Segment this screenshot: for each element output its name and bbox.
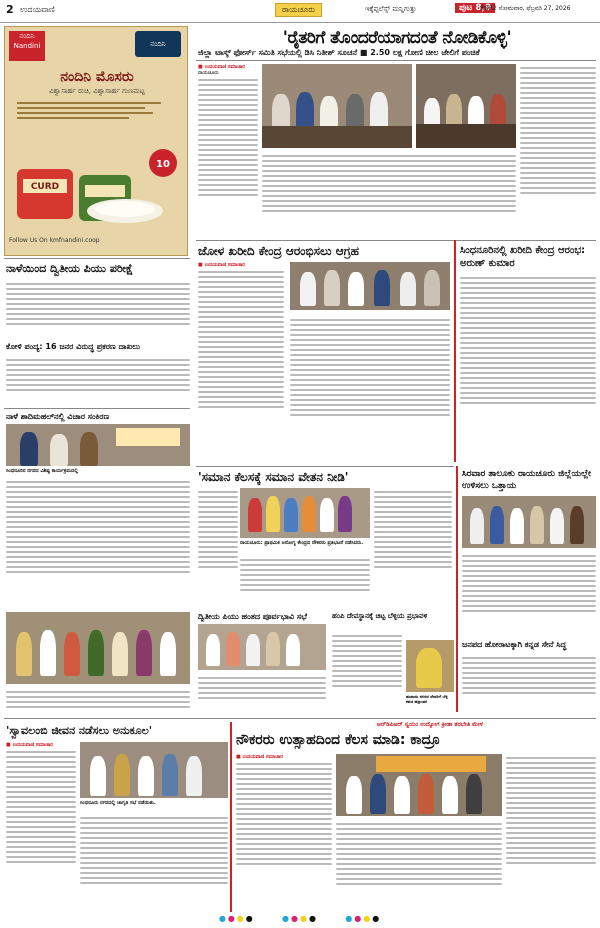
siravar-photo (462, 496, 596, 548)
seminar-photo (6, 424, 190, 466)
divider (4, 258, 190, 259)
kannada-sene-headline: ಜನಪದ ಹೋರಾಟಕ್ಕಾಗಿ ಕನ್ನಡ ಸೇನೆ ಸಿದ್ಧ (462, 640, 567, 649)
jowar-headline: ಜೋಳ ಖರೀದಿ ಕೇಂದ್ರ ಆರಂಭಿಸಲು ಆಗ್ರಹ (198, 244, 359, 258)
awareness-photo (6, 612, 190, 684)
print-registration-marks: ●●●● ●●●● ●●●● (218, 914, 382, 923)
nandini-advertisement[interactable] (4, 26, 188, 256)
divider (196, 240, 596, 241)
dateline: ರಾಯಚೂರು (198, 70, 219, 77)
paper-name: ಉದಯವಾಣಿ (20, 5, 55, 14)
siravar-body (462, 552, 596, 636)
sindhanur-headline: ಸಿಂಧನೂರಿನಲ್ಲಿ ಖರೀದಿ ಕೇಂದ್ರ ಆರಂಭ: ಅರುಣ್ ಕುಮಾರ (460, 245, 586, 269)
byline: ■ ಉದಯವಾಣಿ ಸಮಾಚಾರ (236, 754, 283, 760)
pu-meeting-body (198, 674, 326, 714)
cockfight-subhead: ಕೋಳಿ ಪಂದ್ಯ: 16 ಜನರ ವಿರುದ್ಧ ಪ್ರಕರಣ ದಾಖಲು (6, 342, 141, 351)
main-story-photo (262, 64, 412, 148)
jowar-column-1 (198, 262, 284, 462)
divider (196, 60, 596, 61)
equal-pay-column-3 (374, 488, 452, 606)
employees-headline: ನೌಕರರು ಉತ್ಸಾಹದಿಂದ ಕೆಲಸ ಮಾಡಿ: ಕಾದ್ರೂ (236, 732, 441, 748)
main-story-column-1 (198, 64, 258, 236)
employees-column-3 (506, 754, 596, 912)
pu-exam-body (6, 280, 190, 340)
equal-pay-body (240, 556, 370, 606)
size-badge: 10 (156, 159, 170, 170)
ad-title: ನಂದಿನಿ ಮೊಸರು (60, 69, 134, 85)
cup-label: CURD (30, 182, 60, 192)
byline: ■ ಉದಯವಾಣಿ ಸಮಾಚಾರ (198, 64, 245, 70)
byline: ■ ಉದಯವಾಣಿ ಸಮಾಚಾರ (198, 262, 245, 268)
jowar-photo (290, 262, 450, 310)
header-tagline: ಇಕ್ಕೆಪ್ಪಲೆಸ್ಸ್ ಮನ್ನಿಗುತ್ತು (365, 5, 417, 13)
nandini-cow-logo: ನಂದಿನಿ (135, 31, 181, 57)
divider (4, 718, 596, 719)
meeting-photo (416, 64, 516, 148)
ad-bullet-lines (17, 99, 177, 122)
column-rule (454, 240, 457, 462)
self-reliant-photo (80, 742, 228, 798)
seminar-body (6, 478, 190, 608)
self-reliant-caption: ಸಿಂಧನೂರು ನಗರದಲ್ಲಿ ಜಾಗೃತಿ ಸಭೆ ನಡೆಯಿತು. (80, 800, 156, 806)
ad-tagline: ವಿಶ್ವಾಸಾರ್ಹ ರುಚಿ, ವಿಶ್ವಾಸಾರ್ಹ ಗುಣಮಟ್ಟ (49, 87, 145, 95)
main-headline: 'ರೈತರಿಗೆ ತೊಂದರೆಯಾಗದಂತೆ ನೋಡಿಕೊಳ್ಳಿ' (282, 28, 512, 48)
page-number: 2 (6, 3, 14, 16)
column-rule (456, 466, 459, 712)
divider (4, 408, 190, 409)
kannada-sene-body (462, 654, 596, 712)
hampi-headline: ಹಂಪಿ ದೇವಸ್ಥಾನಕ್ಕೆ ಚಿಟ್ಟ ಬೆಳ್ಳಿಯ ಪ್ರಭಾವಳಿ (332, 612, 428, 620)
sindhanur-body (460, 274, 596, 462)
self-reliant-headline: 'ಸ್ವಾವಲಂಬಿ ಜೀವನ ನಡೆಸಲು ಅನುಕೂಲ' (6, 724, 153, 737)
jowar-body (290, 316, 450, 462)
awareness-caption-lines (6, 688, 190, 718)
page-header (0, 0, 600, 23)
section-label[interactable]: ರಾಯಚೂರು (275, 3, 322, 17)
curd-cups-image (15, 139, 179, 229)
employees-column-1 (236, 754, 332, 912)
edition-date: ROR2 ಸೋಮವಾರ, ಫೆಬ್ರವರಿ 27, 2026 (480, 5, 571, 12)
column-rule (230, 722, 233, 912)
self-reliant-column-1 (6, 742, 76, 912)
employees-body (336, 820, 502, 912)
hampi-photo (406, 640, 454, 692)
main-story-column-4 (520, 64, 596, 236)
main-subheadline: ಜಿಲ್ಲಾ ಟಾಸ್ಕ್ ಫೋರ್ಸ್ ಸಮಿತಿ ಸಭೆಯಲ್ಲಿ ಡಿಸಿ ನಿತೀಶ್ ಸೂಚನೆ ■ 2.50 ಲಕ್ಷ ಗೋಣಿ ಚೀಲ ಜೇಲಿಗೆ ಪಂಚಿಕೆ (198, 48, 480, 57)
employees-kicker: ಆರ್‌ಡಿಪಿಆರ್ ಸ್ವಯಂ ಉದ್ಯೋಗ ಕ್ರೀಡಾ ತರಬೇತಿ ಮೇಳ (376, 722, 484, 728)
cockfight-body (6, 356, 190, 404)
equal-pay-headline: 'ಸಮಾನ ಕೆಲಸಕ್ಕೆ ಸಮಾನ ವೇತನ ನೀಡಿ' (198, 470, 349, 484)
seminar-headline: ನಾಳೆ ಶಾದಿಮಹಲ್‌ನಲ್ಲಿ ವಿಚಾರ ಸಂಕಿರಣ (6, 412, 110, 421)
hampi-body (332, 632, 402, 712)
equal-pay-photo (240, 488, 370, 538)
main-story-body (262, 152, 516, 236)
employees-photo (336, 754, 502, 816)
seminar-caption: ಸಿಂಧನೂರಿನ ನಗರದ ವಿಶಿಷ್ಟ ಕಾರ್ಯಕ್ರಮದಲ್ಲಿ (6, 468, 78, 474)
equal-pay-column-1 (198, 488, 238, 606)
divider (196, 466, 454, 467)
byline: ■ ಉದಯವಾಣಿ ಸಮಾಚಾರ (6, 742, 53, 748)
pu-exam-headline: ನಾಳೆಯಿಂದ ದ್ವಿತೀಯ ಪಿಯು ಪರೀಕ್ಷೆ (6, 262, 133, 275)
pu-meeting-photo (198, 624, 326, 670)
equal-pay-caption: ರಾಯಚೂರು: ಪ್ರಾಥಮಿಕ ಆರೋಗ್ಯ ಕೇಂದ್ರದ ನೌಕರರು ಪ್ರತಿಭಟನೆ ನಡೆಸಿದರು. (240, 540, 364, 546)
self-reliant-body (80, 814, 228, 912)
hampi-caption: ಹುಡಾಯಿ ನಗರದ ದೇವರಿಗೆ ಬೆಳ್ಳಿ ಕವಚ ಹಸ್ತಾಂತರ (406, 694, 448, 704)
ad-footer[interactable]: Follow Us On kmfnandini.coop (9, 237, 100, 244)
nandini-logo: ನಂದಿನಿ Nandini (9, 31, 45, 61)
pu-meeting-headline: ದ್ವಿತೀಯ ಪಿಯು ಹಂತದ ಪೂರ್ವಭಾವಿ ಸಭೆ (198, 612, 307, 621)
page-range-badge: ಪುಟ 8,9 (455, 3, 495, 13)
siravar-headline: ಸಿರವಾರ ತಾಲೂಕು ರಾಯಚೂರು ಜಿಲ್ಲೆಯಲ್ಲೇ ಉಳಿಸಲು ಒತ್ತಾಯ (462, 469, 591, 491)
